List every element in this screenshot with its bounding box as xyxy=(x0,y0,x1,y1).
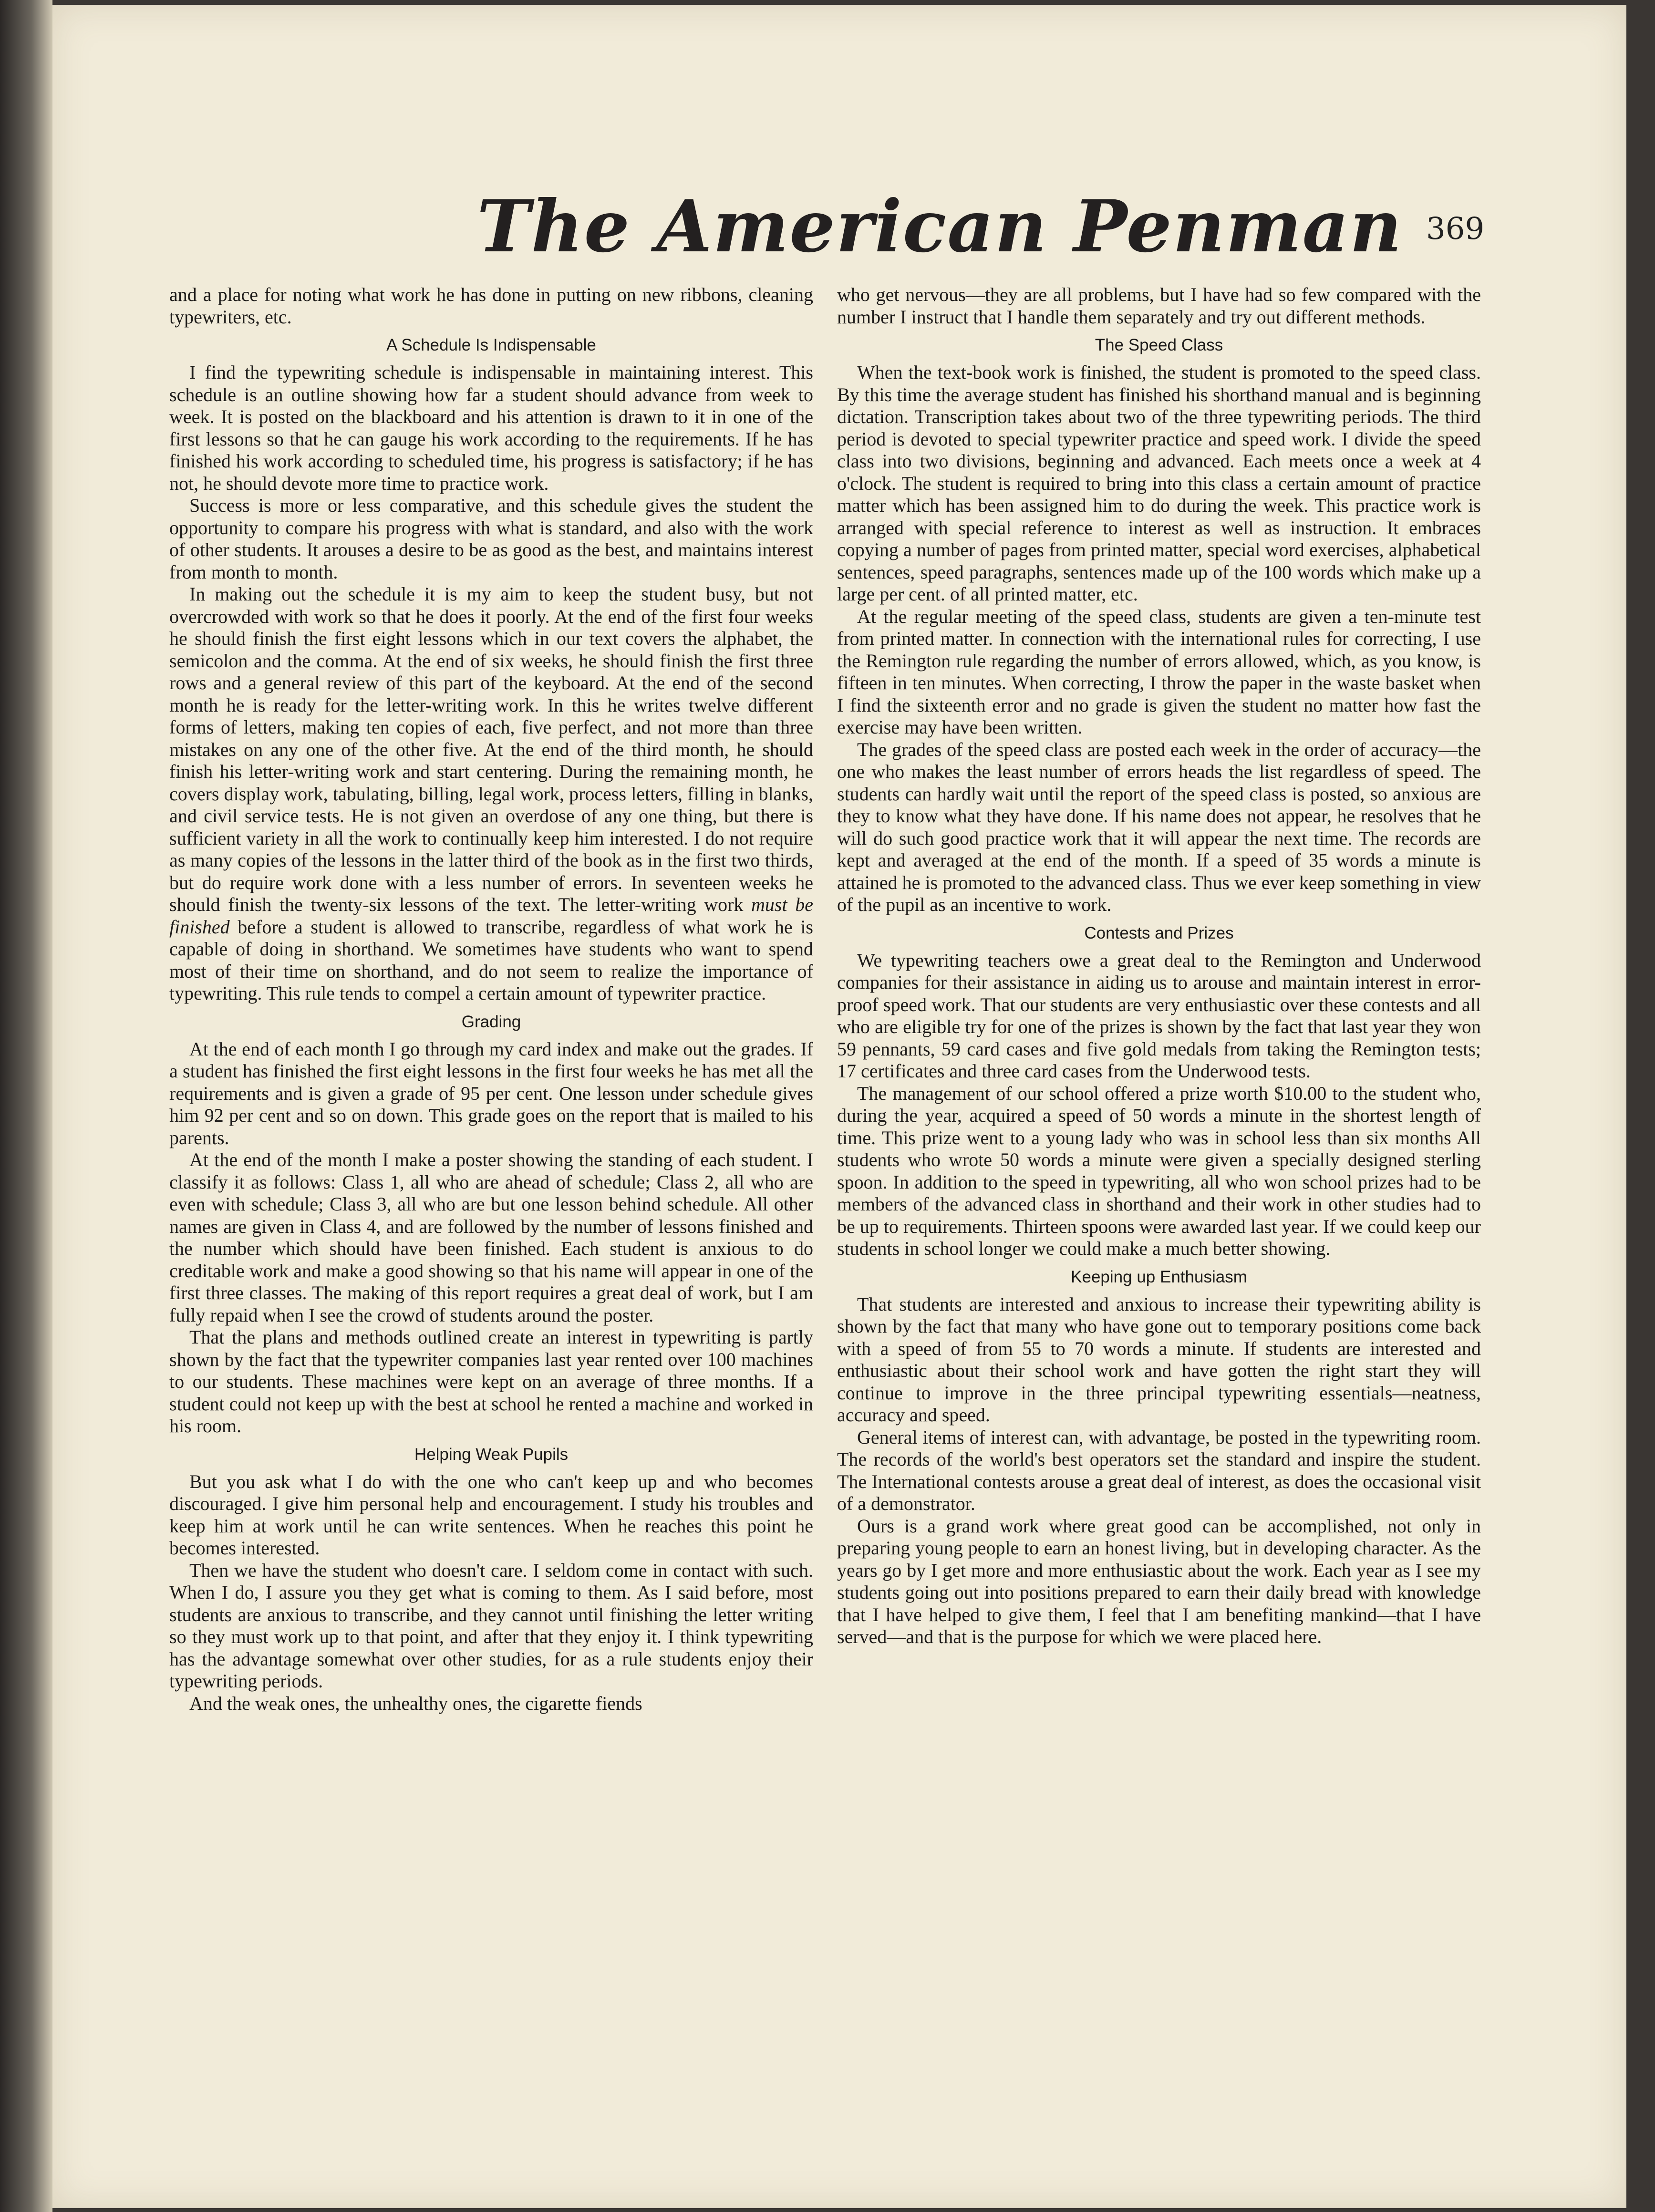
paragraph: That the plans and methods outlined create an interest in typewriting is partly shown by the fact that the typewriter companies last year rented over 100 machines to our students. These machines were kept on an average of three months. If a student could not keep up with the best at school he rented a machine and worked in his room. xyxy=(169,1326,813,1437)
section-heading: Contests and Prizes xyxy=(1084,923,1234,942)
left-column xyxy=(169,284,813,1715)
paragraph: When the text-book work is finished, the student is promoted to the speed class. By this time the average student has finished his shorthand manual and is beginning dictation. Transcription takes about two of the three typewriting periods. The third period is devoted to special typewriter practice and speed work. I divide the speed class into two divisions, beginning and advanced. Each meets once a week at 4 o'clock. The student is required to bring into this class a certain amount of practice matter which has been assigned him to do during the week. This practice work is arranged with special reference to interest as well as instruction. It embraces copying a number of pages from printed matter, special word exercises, alphabetical sentences, speed paragraphs, sentences made up of the 100 words which make up a large per cent. of all printed matter, etc. xyxy=(837,362,1481,605)
right-column xyxy=(837,284,1481,1648)
paragraph xyxy=(169,583,813,1005)
section-heading: Grading xyxy=(461,1012,521,1031)
paragraph: Ours is a grand work where great good can be accomplished, not only in preparing young people to earn an honest living, but in developing character. As the years go by I get more and more enthusiastic about the work. Each year as I see my students going out into positions prepared to earn their daily bread with knowledge that I have helped to give them, I feel that I am benefiting mankind—that I have served—and that is the purpose for which we were placed here. xyxy=(837,1515,1481,1647)
section-heading: The Speed Class xyxy=(1095,336,1223,354)
book-spine-edge xyxy=(0,0,52,2212)
section-heading: Keeping up Enthusiasm xyxy=(1071,1267,1247,1286)
paragraph-text: In making out the schedule it is my aim to keep the student busy, but not overcrowded with work so that he does it poorly. At the end of the first four weeks he should finish the first eight lessons which in our text covers the alphabet, the semicolon and the comma. At the end of six weeks, he should finish the first three rows and a general review of this part of the keyboard. At the end of the second month he is ready for the letter-writing work. In this he writes twelve different forms of letters, making ten copies of each, five perfect, and not more than three mistakes on any one of the other five. At the end of the third month, he should finish his letter-writing work and start centering. During the remaining month, he covers display work, tabulating, billing, legal work, process letters, filling in blanks, and civil service tests. He is not given an overdose of any one thing, but there is sufficient variety in all the work to continually keep him interested. I do not require as many copies of the lessons in the latter third of the book as in the first two thirds, but do require work done with a less number of errors. In seventeen weeks he should finish the twenty-six lessons of the text. The letter-writing work xyxy=(169,583,813,915)
page-number: 369 xyxy=(1426,211,1485,247)
masthead-title: The American Penman xyxy=(477,185,1403,269)
paragraph: Then we have the student who doesn't care. I seldom come in contact with such. When I do, I assure you they get what is coming to them. As I said before, most students are anxious to transcribe, and they cannot until finishing the letter writing so they must work up to that point, and after that they enjoy it. I think typewriting has the advantage somewhat over other studies, for as a rule students enjoy their typewriting periods. xyxy=(169,1559,813,1692)
paragraph: We typewriting teachers owe a great deal to the Remington and Underwood companies for their assistance in aiding us to arouse and maintain interest in error-proof speed work. That our students are very enthusiastic over these contests and all who are eligible try for one of the prizes is shown by the fact that last year they won 59 pennants, 59 card cases and five gold medals from taking the Remington tests; 17 certificates and three card cases from the Underwood tests. xyxy=(837,949,1481,1082)
paragraph: I find the typewriting schedule is indispensable in maintaining interest. This schedule is an outline showing how far a student should advance from week to week. It is posted on the blackboard and his attention is drawn to it in one of the first lessons so that he can gauge his work according to the requirements. If he has finished his work according to scheduled time, his progress is satisfactory; if he has not, he should devote more time to practice work. xyxy=(169,362,813,494)
paragraph: General items of interest can, with advantage, be posted in the typewriting room. The records of the world's best operators set the standard and inspire the student. The International contests arouse a great deal of interest, as does the occasional visit of a demonstrator. xyxy=(837,1426,1481,1514)
section-heading: A Schedule Is Indispensable xyxy=(386,336,596,354)
paragraph: Success is more or less comparative, and this schedule gives the student the opportunity to compare his progress with what is standard, and also with the work of other students. It arouses a desire to be as good as the best, and maintains interest from month to month. xyxy=(169,495,813,583)
paragraph: But you ask what I do with the one who can't keep up and who becomes discouraged. I give him personal help and encouragement. I study his troubles and keep him at work until he can write sentences. When he reaches this point he becomes interested. xyxy=(169,1470,813,1559)
paragraph: And the weak ones, the unhealthy ones, the cigarette fiends xyxy=(189,1692,642,1714)
paragraph: That students are interested and anxious to increase their typewriting ability is shown by the fact that many who have gone out to temporary positions come back with a speed of from 55 to 70 words a minute. If students are interested and enthusiastic about their school work and have gotten the right start they will continue to improve in the three principal typewriting essentials—neatness, accuracy and speed. xyxy=(837,1293,1481,1426)
emphasis-text: must be finished xyxy=(169,894,813,938)
paragraph: and a place for noting what work he has done in putting on new ribbons, cleaning typewriters, etc. xyxy=(169,284,813,328)
paragraph: At the end of each month I go through my card index and make out the grades. If a student has finished the first eight lessons in the first four weeks he has met all the requirements and is given a grade of 95 per cent. One lesson under schedule gives him 92 per cent and so on down. This grade goes on the report that is mailed to his parents. xyxy=(169,1038,813,1148)
paragraph: At the end of the month I make a poster showing the standing of each student. I classify it as follows: Class 1, all who are ahead of schedule; Class 2, all who are even with schedule; Class 3, all who are but one lesson behind schedule. All other names are given in Class 4, and are followed by the number of lessons finished and the number which should have been finished. Each student is anxious to do creditable work and make a good showing so that his name will appear in one of the first three classes. The making of this report requires a great deal of work, but I am fully repaid when I see the crowd of students around the poster. xyxy=(169,1149,813,1326)
section-heading: Helping Weak Pupils xyxy=(414,1445,569,1464)
paragraph: The management of our school offered a prize worth $10.00 to the student who, during the year, acquired a speed of 50 words a minute in the shortest length of time. This prize went to a young lady who was in school less than six months All students who wrote 50 words a minute were given a specially designed sterling spoon. In addition to the speed in typewriting, all who won school prizes had to be members of the advanced class in shorthand and their work in other studies had to be up to requirements. Thirteen spoons were awarded last year. If we could keep our students in school longer we could make a much better showing. xyxy=(837,1082,1481,1259)
paragraph: At the regular meeting of the speed class, students are given a ten-minute test from printed matter. In connection with the international rules for correcting, I use the Remington rule regarding the number of errors allowed, which, as you know, is fifteen in ten minutes. When correcting, I throw the paper in the waste basket when I find the sixteenth error and no grade is given the student no matter how fast the exercise may have been written. xyxy=(837,605,1481,738)
paragraph: who get nervous—they are all problems, but I have had so few compared with the number I instruct that I handle them separately and try out different methods. xyxy=(837,284,1481,328)
paragraph-text: before a student is allowed to transcribe, regardless of what work he is capable of doing in shorthand. We sometimes have students who want to spend most of their time on shorthand, and do not seem to realize the importance of typewriting. This rule tends to compel a certain amount of typewriter practice. xyxy=(169,916,814,1004)
paragraph: The grades of the speed class are posted each week in the order of accuracy—the one who makes the least number of errors heads the list regardless of speed. The students can hardly wait until the report of the speed class is posted, so anxious are they to know what they have done. If his name does not appear, he resolves that he will do such good practice work that it will appear the next time. The records are kept and averaged at the end of the month. If a speed of 35 words a minute is attained he is promoted to the advanced class. Thus we ever keep something in view of the pupil as an incentive to work. xyxy=(837,738,1481,915)
